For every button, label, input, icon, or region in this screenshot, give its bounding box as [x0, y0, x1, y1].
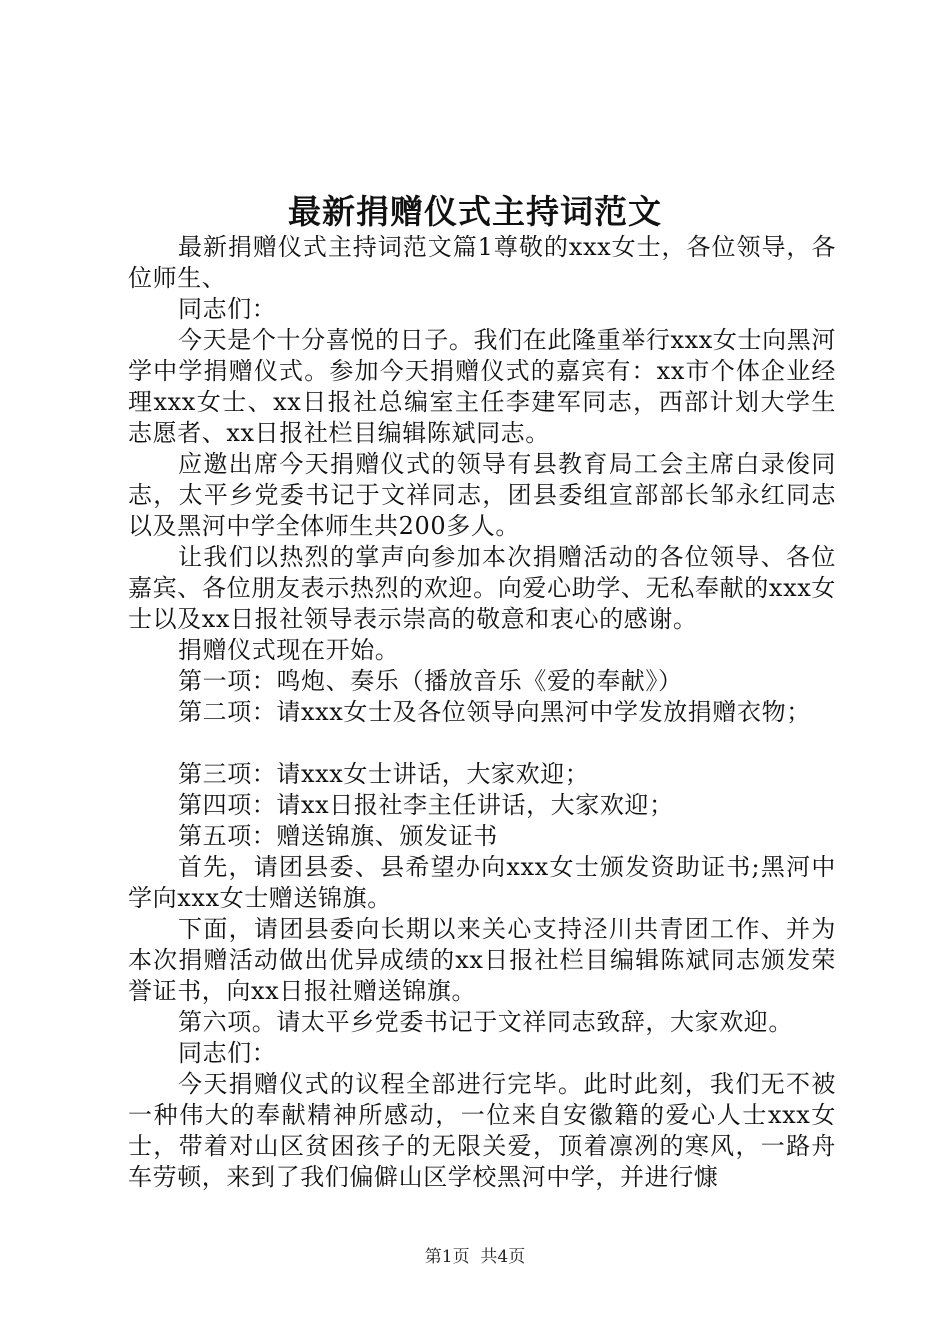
paragraph-4: 应邀出席今天捐赠仪式的领导有县教育局工会主席白录俊同志，太平乡党委书记于文祥同志，团县委组宣部部长邹永红同志以及黑河中学全体师生共200多人。 [128, 450, 836, 540]
document-body [128, 232, 836, 1193]
agenda-item-3: 第三项：请xxx女士讲话，大家欢迎； [178, 760, 590, 788]
paragraph-2: 同志们： [178, 295, 277, 323]
page-total: 共4页 [480, 1247, 526, 1267]
paragraph-15: 同志们： [178, 1039, 277, 1067]
document-title: 最新捐赠仪式主持词范文 [288, 192, 662, 231]
agenda-item-4: 第四项：请xx日报社李主任讲话，大家欢迎； [178, 791, 674, 819]
paragraph-6: 捐赠仪式现在开始。 [178, 636, 400, 664]
paragraph-3: 今天是个十分喜悦的日子。我们在此隆重举行xxx女士向黑河学中学捐赠仪式。参加今天捐赠仪式的嘉宾有：xx市个体企业经理xxx女士、xx日报社总编室主任李建军同志，西部计划大学生志愿者、xx日报社栏目编辑陈斌同志。 [128, 326, 836, 447]
agenda-item-6: 第六项。请太平乡党委书记于文祥同志致辞，大家欢迎。 [178, 1008, 793, 1036]
paragraph-16: 今天捐赠仪式的议程全部进行完毕。此时此刻，我们无不被一种伟大的奉献精神所感动，一位来自安徽籍的爱心人士xxx女士，带着对山区贫困孩子的无限关爱，顶着凛冽的寒风，一路舟车劳顿，来到了我们偏僻山区学校黑河中学，并进行慷 [128, 1070, 836, 1191]
paragraph-12: 首先，请团县委、县希望办向xxx女士颁发资助证书;黑河中学向xxx女士赠送锦旗。 [128, 853, 836, 912]
paragraph-13: 下面，请团县委向长期以来关心支持泾川共青团工作、并为本次捐赠活动做出优异成绩的xx日报社栏目编辑陈斌同志颁发荣誉证书，向xx日报社赠送锦旗。 [128, 915, 836, 1005]
agenda-item-1: 第一项：鸣炮、奏乐（播放音乐《爱的奉献》） [178, 667, 683, 695]
agenda-item-5: 第五项：赠送锦旗、颁发证书 [178, 822, 498, 850]
page-footer [0, 1242, 950, 1267]
paragraph-5: 让我们以热烈的掌声向参加本次捐赠活动的各位领导、各位嘉宾、各位朋友表示热烈的欢迎。向爱心助学、无私奉献的xxx女士以及xx日报社领导表示崇高的敬意和衷心的感谢。 [128, 543, 836, 633]
agenda-item-2: 第二项：请xxx女士及各位领导向黑河中学发放捐赠衣物； [178, 698, 811, 726]
page-number: 第1页 [424, 1247, 470, 1267]
paragraph-1: 最新捐赠仪式主持词范文篇1尊敬的xxx女士，各位领导，各位师生、 [128, 233, 836, 292]
